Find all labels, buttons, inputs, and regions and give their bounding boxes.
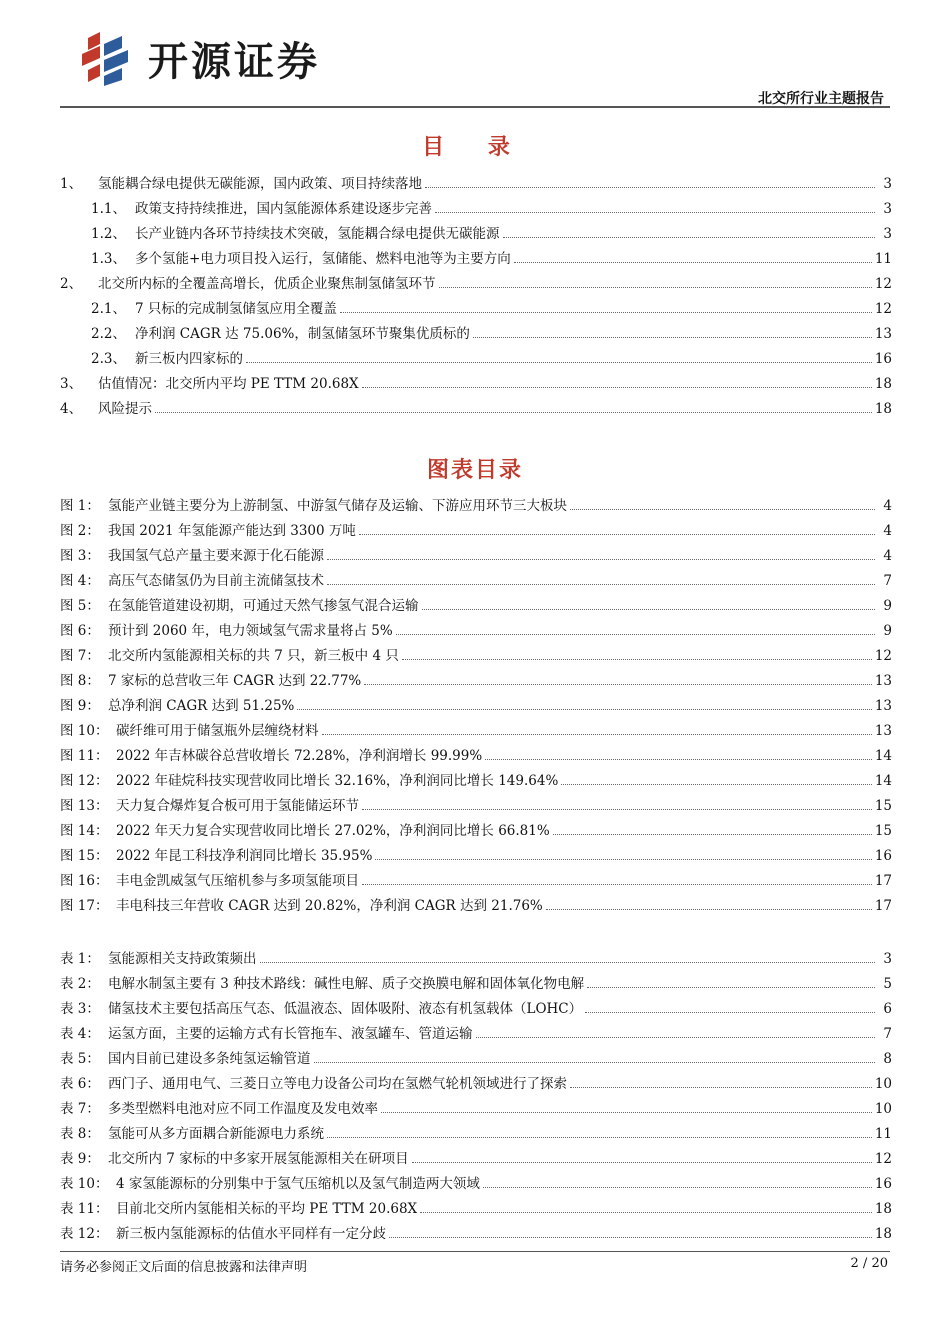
table-entry-number: 表 5：: [60, 1051, 100, 1067]
figure-entry-page: 13: [874, 698, 892, 714]
toc-entry-number: 1、: [60, 176, 83, 192]
figure-entry[interactable]: [60, 790, 892, 815]
toc-entry-number: 2.2、: [91, 326, 126, 342]
figure-entry-text: 丰电金凯威氢气压缩机参与多项氢能项目: [116, 873, 359, 889]
figure-entry-page: 13: [874, 723, 892, 739]
figure-entry-number: 图 6：: [60, 623, 100, 639]
toc-entry[interactable]: [60, 243, 892, 268]
page-header: [0, 0, 950, 110]
toc-entry-page: 18: [874, 401, 892, 417]
toc-entry-page: 3: [883, 226, 892, 242]
figure-entry-number: 图 4：: [60, 573, 100, 589]
table-entry-page: 8: [883, 1051, 892, 1067]
table-entry-number: 表 12：: [60, 1226, 109, 1242]
table-entry-page: 18: [874, 1201, 892, 1217]
dot-leader: [561, 783, 872, 785]
dot-leader: [364, 683, 872, 685]
table-entry-text: 4 家氢能源标的分别集中于氢气压缩机以及氢气制造两大领域: [116, 1176, 480, 1192]
dot-leader: [389, 1236, 872, 1238]
footer-disclaimer: 请务必参阅正文后面的信息披露和法律声明: [60, 1260, 308, 1275]
dot-leader: [476, 1036, 876, 1038]
toc-entry-text: 7 只标的完成制氢储氢应用全覆盖: [135, 301, 337, 317]
table-entry-text: 新三板内氢能源标的估值水平同样有一定分歧: [116, 1226, 386, 1242]
figure-entry-text: 总净利润 CAGR 达到 51.25%: [108, 698, 295, 714]
toc-entry-text: 氢能耦合绿电提供无碳能源，国内政策、项目持续落地: [98, 176, 422, 192]
toc-entry-page: 11: [874, 251, 892, 267]
dot-leader: [422, 608, 876, 610]
table-entry-text: 氢能源相关支持政策频出: [108, 951, 257, 967]
figure-entry-page: 4: [883, 523, 892, 539]
toc-entry-page: 3: [883, 201, 892, 217]
toc-entry-text: 估值情况：北交所内平均 PE TTM 20.68X: [98, 376, 359, 392]
figure-entry[interactable]: [60, 590, 892, 615]
footer-divider: [60, 1251, 890, 1252]
table-entry-page: 6: [883, 1001, 892, 1017]
table-entry-number: 表 10：: [60, 1176, 109, 1192]
toc-entry-number: 3、: [60, 376, 83, 392]
figure-entry-page: 15: [874, 823, 892, 839]
toc-entry[interactable]: [60, 318, 892, 343]
dot-leader: [327, 583, 875, 585]
table-entry-text: 氢能可从多方面耦合新能源电力系统: [108, 1126, 324, 1142]
table-entry-text: 多类型燃料电池对应不同工作温度及发电效率: [108, 1101, 378, 1117]
toc-entry-number: 1.3、: [91, 251, 126, 267]
table-entry-page: 10: [874, 1076, 892, 1092]
toc-entry-text: 多个氢能+电力项目投入运行，氢储能、燃料电池等为主要方向: [135, 251, 511, 267]
figure-entry[interactable]: [60, 865, 892, 890]
figure-entry-number: 图 10：: [60, 723, 109, 739]
dot-leader: [359, 533, 875, 535]
toc-entry-number: 1.1、: [91, 201, 126, 217]
dot-leader: [514, 261, 872, 263]
figure-entry-text: 2022 年吉林碳谷总营收增长 72.28%，净利润增长 99.99%: [116, 748, 483, 764]
figures-list: [60, 490, 892, 915]
table-entry-number: 表 6：: [60, 1076, 100, 1092]
figure-entry-page: 4: [883, 548, 892, 564]
figure-entry-text: 天力复合爆炸复合板可用于氢能储运环节: [116, 798, 359, 814]
dot-leader: [381, 1111, 872, 1113]
dot-leader: [155, 411, 872, 413]
table-entry[interactable]: [60, 1143, 892, 1168]
table-entry-page: 11: [874, 1126, 892, 1142]
toc-entry-page: 13: [874, 326, 892, 342]
table-entry-text: 国内目前已建设多条纯氢运输管道: [108, 1051, 311, 1067]
table-entry-text: 北交所内 7 家标的中多家开展氢能源相关在研项目: [108, 1151, 409, 1167]
table-entry[interactable]: [60, 1168, 892, 1193]
table-entry[interactable]: [60, 1093, 892, 1118]
toc-entry-text: 净利润 CAGR 达 75.06%，制氢储氢环节聚集优质标的: [135, 326, 470, 342]
dot-leader: [322, 733, 872, 735]
table-entry-number: 表 3：: [60, 1001, 100, 1017]
toc-entry[interactable]: [60, 368, 892, 393]
table-entry-number: 表 11：: [60, 1201, 109, 1217]
table-entry-page: 12: [874, 1151, 892, 1167]
figure-entry-text: 预计到 2060 年，电力领域氢气需求量将占 5%: [108, 623, 393, 639]
figure-entry-page: 14: [874, 748, 892, 764]
dot-leader: [396, 633, 875, 635]
figure-entry-page: 9: [883, 623, 892, 639]
figure-entry[interactable]: [60, 840, 892, 865]
figure-entry[interactable]: [60, 615, 892, 640]
dot-leader: [420, 1211, 872, 1213]
dot-leader: [585, 1011, 875, 1013]
figure-entry[interactable]: [60, 890, 892, 915]
figure-entry[interactable]: [60, 490, 892, 515]
dot-leader: [340, 311, 872, 313]
kaiyuan-logo-icon: [78, 30, 142, 86]
toc-entry[interactable]: [60, 218, 892, 243]
toc-entry-number: 4、: [60, 401, 83, 417]
table-entry[interactable]: [60, 1118, 892, 1143]
toc-entry-text: 政策支持持续推进，国内氢能源体系建设逐步完善: [135, 201, 432, 217]
toc-entry-number: 2、: [60, 276, 83, 292]
dot-leader: [327, 1136, 872, 1138]
figure-entry-page: 13: [874, 673, 892, 689]
figure-entry-text: 碳纤维可用于储氢瓶外层缠绕材料: [116, 723, 319, 739]
figure-entry-number: 图 3：: [60, 548, 100, 564]
table-entry-page: 3: [883, 951, 892, 967]
table-entry-number: 表 4：: [60, 1026, 100, 1042]
figure-entry-text: 氢能产业链主要分为上游制氢、中游氢气储存及运输、下游应用环节三大板块: [108, 498, 567, 514]
table-entry-page: 7: [883, 1026, 892, 1042]
toc-title: 目 录: [422, 135, 528, 160]
figure-entry-text: 2022 年天力复合实现营收同比增长 27.02%，净利润同比增长 66.81%: [116, 823, 550, 839]
figure-entry[interactable]: [60, 665, 892, 690]
toc-entry-page: 16: [874, 351, 892, 367]
figure-entry-number: 图 1：: [60, 498, 100, 514]
header-divider: [60, 106, 890, 108]
figure-entry-number: 图 5：: [60, 598, 100, 614]
toc-entry[interactable]: [60, 393, 892, 418]
figure-entry[interactable]: [60, 515, 892, 540]
table-entry-number: 表 7：: [60, 1101, 100, 1117]
dot-leader: [425, 186, 875, 188]
dot-leader: [570, 1086, 872, 1088]
dot-leader: [362, 386, 872, 388]
figure-entry-number: 图 17：: [60, 898, 109, 914]
figure-entry-number: 图 9：: [60, 698, 100, 714]
figure-entry-page: 17: [874, 898, 892, 914]
figure-entry-page: 17: [874, 873, 892, 889]
dot-leader: [362, 808, 872, 810]
figure-entry[interactable]: [60, 540, 892, 565]
table-entry-page: 5: [883, 976, 892, 992]
report-type: 北交所行业主题报告: [758, 91, 884, 107]
table-entry-number: 表 8：: [60, 1126, 100, 1142]
figure-entry-number: 图 15：: [60, 848, 109, 864]
table-entry[interactable]: [60, 1193, 892, 1218]
figure-entry-text: 2022 年硅烷科技实现营收同比增长 32.16%，净利润同比增长 149.64%: [116, 773, 559, 789]
toc-entry-text: 北交所内标的全覆盖高增长，优质企业聚焦制氢储氢环节: [98, 276, 436, 292]
dot-leader: [260, 961, 876, 963]
table-entry-number: 表 9：: [60, 1151, 100, 1167]
figure-entry-text: 高压气态储氢仍为目前主流储氢技术: [108, 573, 324, 589]
dot-leader: [402, 658, 872, 660]
figure-entry-number: 图 13：: [60, 798, 109, 814]
table-entry[interactable]: [60, 1068, 892, 1093]
figure-entry-text: 2022 年昆工科技净利润同比增长 35.95%: [116, 848, 373, 864]
toc-entry-number: 2.3、: [91, 351, 126, 367]
table-entry-page: 10: [874, 1101, 892, 1117]
figure-entry[interactable]: [60, 765, 892, 790]
table-entry[interactable]: [60, 1018, 892, 1043]
toc-entry[interactable]: [60, 268, 892, 293]
figure-entry-number: 图 8：: [60, 673, 100, 689]
toc-entry[interactable]: [60, 193, 892, 218]
figure-entry[interactable]: [60, 715, 892, 740]
figure-entry[interactable]: [60, 740, 892, 765]
figure-entry-page: 16: [874, 848, 892, 864]
figure-entry-page: 7: [883, 573, 892, 589]
figure-entry-number: 图 2：: [60, 523, 100, 539]
figure-entry-page: 4: [883, 498, 892, 514]
dot-leader: [546, 908, 872, 910]
dot-leader: [327, 558, 875, 560]
dot-leader: [503, 236, 876, 238]
table-entry[interactable]: [60, 993, 892, 1018]
dot-leader: [553, 833, 872, 835]
dot-leader: [570, 508, 875, 510]
toc-entry[interactable]: [60, 343, 892, 368]
toc-list: [60, 168, 892, 418]
table-entry-number: 表 1：: [60, 951, 100, 967]
dot-leader: [473, 336, 872, 338]
figure-entry-text: 我国 2021 年氢能源产能达到 3300 万吨: [108, 523, 356, 539]
toc-entry-number: 2.1、: [91, 301, 126, 317]
figure-entry-page: 9: [883, 598, 892, 614]
dot-leader: [439, 286, 872, 288]
figure-entry-number: 图 16：: [60, 873, 109, 889]
figure-entry-number: 图 12：: [60, 773, 109, 789]
dot-leader: [314, 1061, 876, 1063]
company-logo: [78, 30, 320, 86]
dot-leader: [485, 758, 872, 760]
figure-entry[interactable]: [60, 640, 892, 665]
table-entry[interactable]: [60, 943, 892, 968]
dot-leader: [297, 708, 871, 710]
toc-entry-page: 12: [874, 276, 892, 292]
toc-entry-page: 3: [883, 176, 892, 192]
toc-entry[interactable]: [60, 168, 892, 193]
figure-entry-page: 15: [874, 798, 892, 814]
figure-entry-number: 图 11：: [60, 748, 109, 764]
figure-entry-text: 7 家标的总营收三年 CAGR 达到 22.77%: [108, 673, 362, 689]
dot-leader: [587, 986, 875, 988]
dot-leader: [412, 1161, 872, 1163]
figure-entry-text: 丰电科技三年营收 CAGR 达到 20.82%，净利润 CAGR 达到 21.76%: [116, 898, 543, 914]
toc-entry-page: 18: [874, 376, 892, 392]
table-entry-text: 运氢方面，主要的运输方式有长管拖车、液氢罐车、管道运输: [108, 1026, 473, 1042]
toc-entry-number: 1.2、: [91, 226, 126, 242]
figure-entry-number: 图 14：: [60, 823, 109, 839]
table-entry-page: 16: [874, 1176, 892, 1192]
toc-entry-text: 长产业链内各环节持续技术突破，氢能耦合绿电提供无碳能源: [135, 226, 500, 242]
page-number: 2 / 20: [850, 1256, 888, 1271]
dot-leader: [375, 858, 871, 860]
dot-leader: [435, 211, 875, 213]
figure-entry[interactable]: [60, 690, 892, 715]
table-entry-page: 18: [874, 1226, 892, 1242]
figure-entry[interactable]: [60, 565, 892, 590]
figure-entry-text: 在氢能管道建设初期，可通过天然气掺氢气混合运输: [108, 598, 419, 614]
figure-entry-text: 我国氢气总产量主要来源于化石能源: [108, 548, 324, 564]
figure-entry-text: 北交所内氢能源相关标的共 7 只，新三板中 4 只: [108, 648, 399, 664]
figure-entry[interactable]: [60, 815, 892, 840]
table-entry[interactable]: [60, 968, 892, 993]
table-entry[interactable]: [60, 1043, 892, 1068]
table-entry-text: 西门子、通用电气、三菱日立等电力设备公司均在氢燃气轮机领域进行了探索: [108, 1076, 567, 1092]
table-entry-text: 电解水制氢主要有 3 种技术路线：碱性电解、质子交换膜电解和固体氧化物电解: [108, 976, 585, 992]
figures-title: 图表目录: [426, 458, 523, 483]
table-entry[interactable]: [60, 1218, 892, 1243]
logo-text: 开源证券: [148, 38, 320, 85]
figure-entry-page: 14: [874, 773, 892, 789]
dot-leader: [483, 1186, 872, 1188]
toc-entry-page: 12: [874, 301, 892, 317]
dot-leader: [246, 361, 872, 363]
dot-leader: [362, 883, 872, 885]
toc-entry[interactable]: [60, 293, 892, 318]
toc-entry-text: 风险提示: [98, 401, 152, 417]
toc-entry-text: 新三板内四家标的: [135, 351, 243, 367]
tables-list: [60, 943, 892, 1243]
figure-entry-page: 12: [874, 648, 892, 664]
table-entry-text: 储氢技术主要包括高压气态、低温液态、固体吸附、液态有机氢载体（LOHC）: [108, 1001, 583, 1017]
table-entry-text: 目前北交所内氢能相关标的平均 PE TTM 20.68X: [116, 1201, 418, 1217]
figure-entry-number: 图 7：: [60, 648, 100, 664]
table-entry-number: 表 2：: [60, 976, 100, 992]
